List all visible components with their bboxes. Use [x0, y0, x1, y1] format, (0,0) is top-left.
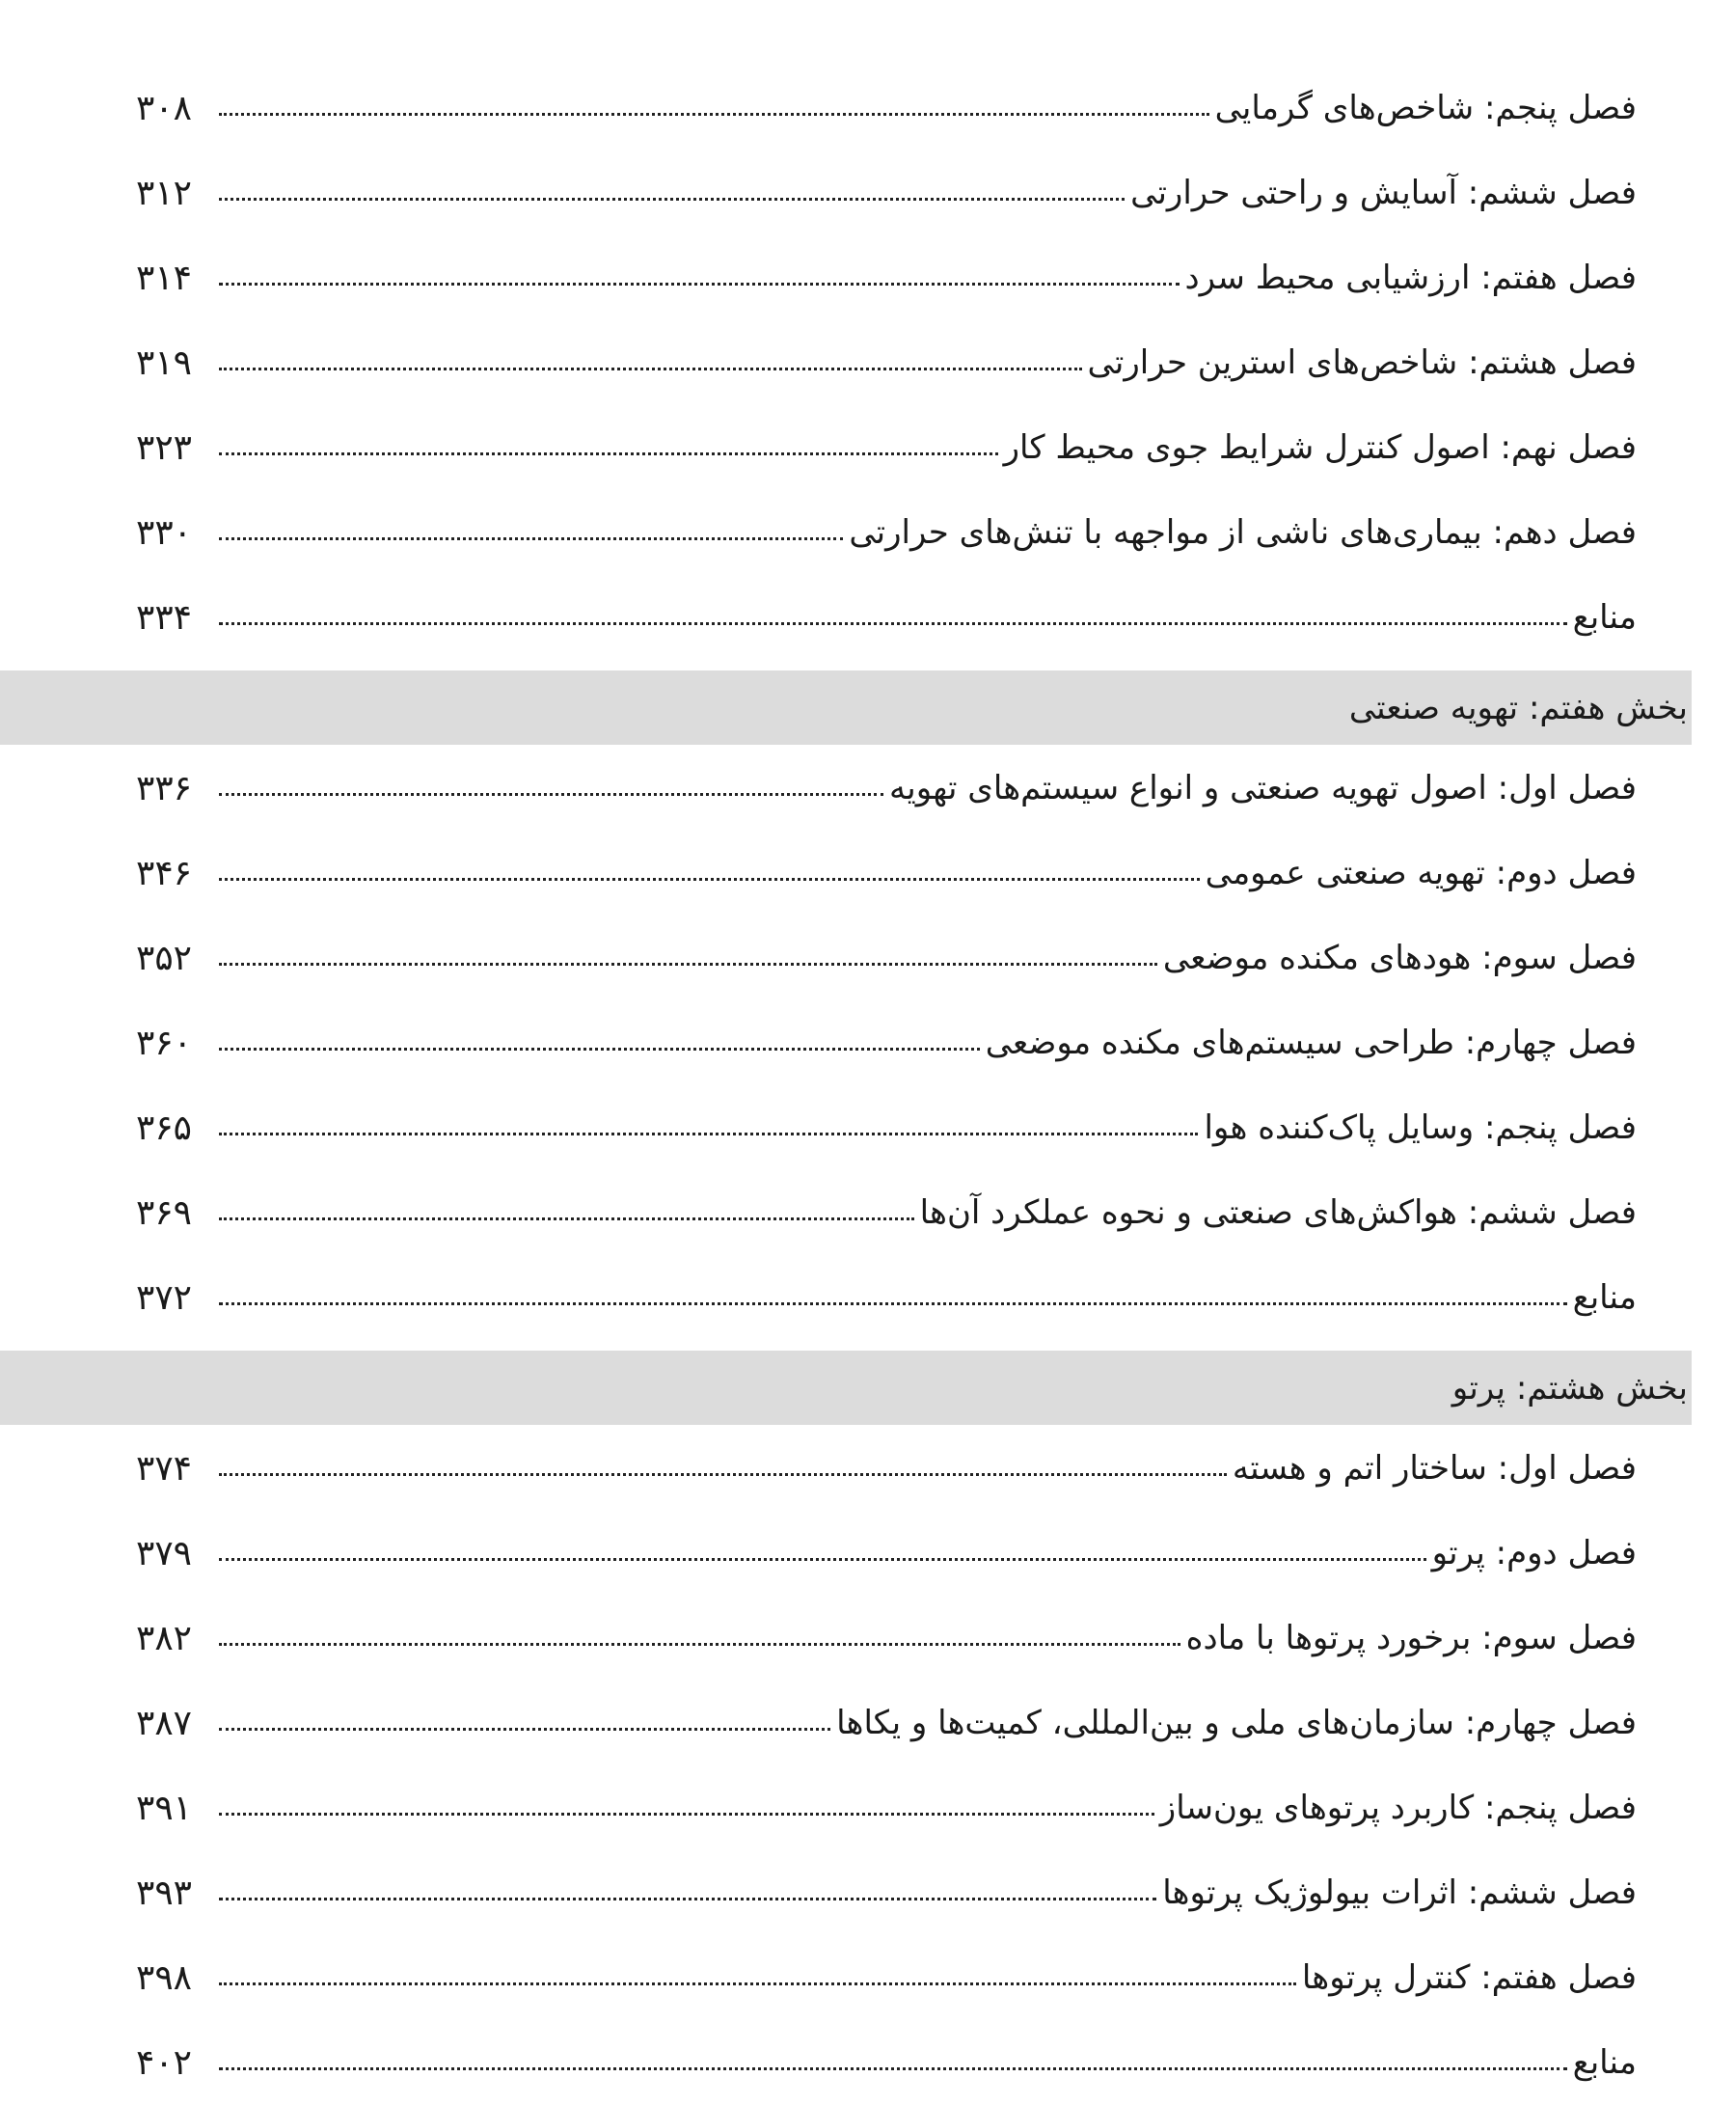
- dot-leader: [219, 1217, 914, 1220]
- dot-leader: [219, 963, 1157, 966]
- toc-entry-title: منابع: [1572, 2043, 1637, 2082]
- dot-leader: [219, 1473, 1227, 1476]
- toc-entry-title: فصل سوم: هودهای مکنده موضعی: [1162, 939, 1637, 977]
- toc-entry: [0, 1255, 1736, 1340]
- toc-entry-page: ۳۵۲: [136, 938, 193, 978]
- toc-entry: [0, 1000, 1736, 1085]
- dot-leader: [219, 1813, 1154, 1816]
- toc-entry-title: فصل دوم: پرتو: [1431, 1534, 1637, 1572]
- toc-entry: [0, 575, 1736, 660]
- toc-entry-page: ۳۷۴: [136, 1448, 193, 1489]
- toc-entry-title: فصل چهارم: طراحی سیستم‌های مکنده موضعی: [985, 1024, 1637, 1062]
- toc-entry: [0, 1596, 1736, 1681]
- toc-entry-title: فصل پنجم: کاربرد پرتوهای یون‌ساز: [1159, 1789, 1637, 1827]
- dot-leader: [219, 113, 1209, 116]
- toc-entry: [0, 1765, 1736, 1850]
- toc-entry: [0, 1426, 1736, 1511]
- toc-entry: [0, 916, 1736, 1000]
- toc-entry-page: ۳۷۹: [136, 1533, 193, 1573]
- toc-entry-page: ۳۳۶: [136, 768, 193, 808]
- section-header: [0, 670, 1692, 745]
- toc-entry-page: ۳۱۲: [136, 173, 193, 213]
- toc-entry-title: فصل هفتم: کنترل پرتوها: [1301, 1958, 1637, 1997]
- toc-entry-page: ۳۹۳: [136, 1873, 193, 1913]
- toc-entry: [0, 1511, 1736, 1596]
- dot-leader: [219, 368, 1082, 370]
- toc-entry-title: منابع: [1572, 1278, 1637, 1317]
- toc-entry-page: ۳۳۰: [136, 512, 193, 553]
- toc-entry-page: ۳۰۸: [136, 88, 193, 128]
- toc-entry-page: ۳۲۳: [136, 427, 193, 468]
- toc-entry-title: فصل ششم: آسایش و راحتی حرارتی: [1130, 174, 1637, 212]
- toc-entry-title: منابع: [1572, 598, 1637, 637]
- dot-leader: [219, 1643, 1180, 1646]
- toc-entry: [0, 490, 1736, 575]
- toc-entry-page: ۳۶۰: [136, 1023, 193, 1063]
- toc-entry-title: فصل ششم: اثرات بیولوژیک پرتوها: [1162, 1873, 1637, 1912]
- dot-leader: [219, 1302, 1567, 1305]
- toc-entry: [0, 1850, 1736, 1935]
- dot-leader: [219, 1558, 1426, 1561]
- dot-leader: [219, 2067, 1567, 2070]
- toc-entry-title: فصل دهم: بیماری‌های ناشی از مواجهه با تنش‌های حرارتی: [849, 513, 1637, 552]
- toc-entry-title: فصل اول: اصول تهویه صنعتی و انواع سیستم‌های تهویه: [889, 769, 1637, 807]
- dot-leader: [219, 1982, 1296, 1985]
- toc-entry-title: فصل دوم: تهویه صنعتی عمومی: [1205, 854, 1637, 892]
- dot-leader: [219, 878, 1200, 881]
- toc-entry-page: ۳۷۲: [136, 1277, 193, 1318]
- toc-entry: [0, 1681, 1736, 1765]
- section-title: بخش هفتم: تهویه صنعتی: [1348, 688, 1688, 727]
- toc-entry-page: ۳۶۵: [136, 1107, 193, 1148]
- dot-leader: [219, 283, 1180, 286]
- toc-entry: [0, 831, 1736, 916]
- toc-entry-page: ۳۶۹: [136, 1192, 193, 1233]
- dot-leader: [219, 1133, 1198, 1135]
- toc-entry: [0, 2020, 1736, 2105]
- toc-entry-title: فصل سوم: برخورد پرتوها با ماده: [1185, 1619, 1637, 1657]
- toc-entry-title: فصل هفتم: ارزشیابی محیط سرد: [1184, 259, 1637, 297]
- dot-leader: [219, 452, 998, 455]
- toc-entry-page: ۳۱۹: [136, 342, 193, 383]
- section-header: [0, 1351, 1692, 1425]
- toc-entry-page: ۳۴۶: [136, 853, 193, 893]
- dot-leader: [219, 1898, 1156, 1900]
- toc-entry: [0, 320, 1736, 405]
- toc-entry-title: فصل ششم: هواکش‌های صنعتی و نحوه عملکرد آن‌ها: [919, 1193, 1637, 1232]
- toc-entry-page: ۳۹۱: [136, 1788, 193, 1828]
- toc-entry-title: فصل اول: ساختار اتم و هسته: [1232, 1449, 1637, 1488]
- dot-leader: [219, 1728, 830, 1731]
- toc-entry: [0, 1170, 1736, 1255]
- dot-leader: [219, 622, 1567, 625]
- toc-entry: [0, 1935, 1736, 2020]
- toc-entry: [0, 405, 1736, 490]
- dot-leader: [219, 537, 843, 540]
- toc-entry: [0, 66, 1736, 150]
- toc-entry-page: ۳۹۸: [136, 1957, 193, 1998]
- toc-entry-page: ۳۳۴: [136, 597, 193, 638]
- dot-leader: [219, 1048, 980, 1051]
- toc-entry-title: فصل پنجم: وسایل پاک‌کننده هوا: [1204, 1108, 1637, 1147]
- toc-entry: [0, 746, 1736, 831]
- toc-entry-page: ۴۰۲: [136, 2042, 193, 2083]
- toc-entry-title: فصل چهارم: سازمان‌های ملی و بین‌المللی، کمیت‌ها و یکاها: [836, 1704, 1637, 1742]
- toc-entry-page: ۳۸۷: [136, 1703, 193, 1743]
- toc-entry: [0, 1085, 1736, 1170]
- toc-entry: [0, 235, 1736, 320]
- toc-entry-page: ۳۸۲: [136, 1618, 193, 1658]
- section-title: بخش هشتم: پرتو: [1451, 1368, 1688, 1408]
- toc-entry-title: فصل نهم: اصول کنترل شرایط جوی محیط کار: [1003, 428, 1637, 467]
- dot-leader: [219, 793, 883, 796]
- toc-entry-page: ۳۱۴: [136, 258, 193, 298]
- dot-leader: [219, 198, 1125, 201]
- toc-entry: [0, 150, 1736, 235]
- toc-entry-title: فصل پنجم: شاخص‌های گرمایی: [1214, 89, 1637, 127]
- toc-entry-title: فصل هشتم: شاخص‌های استرین حرارتی: [1087, 343, 1637, 382]
